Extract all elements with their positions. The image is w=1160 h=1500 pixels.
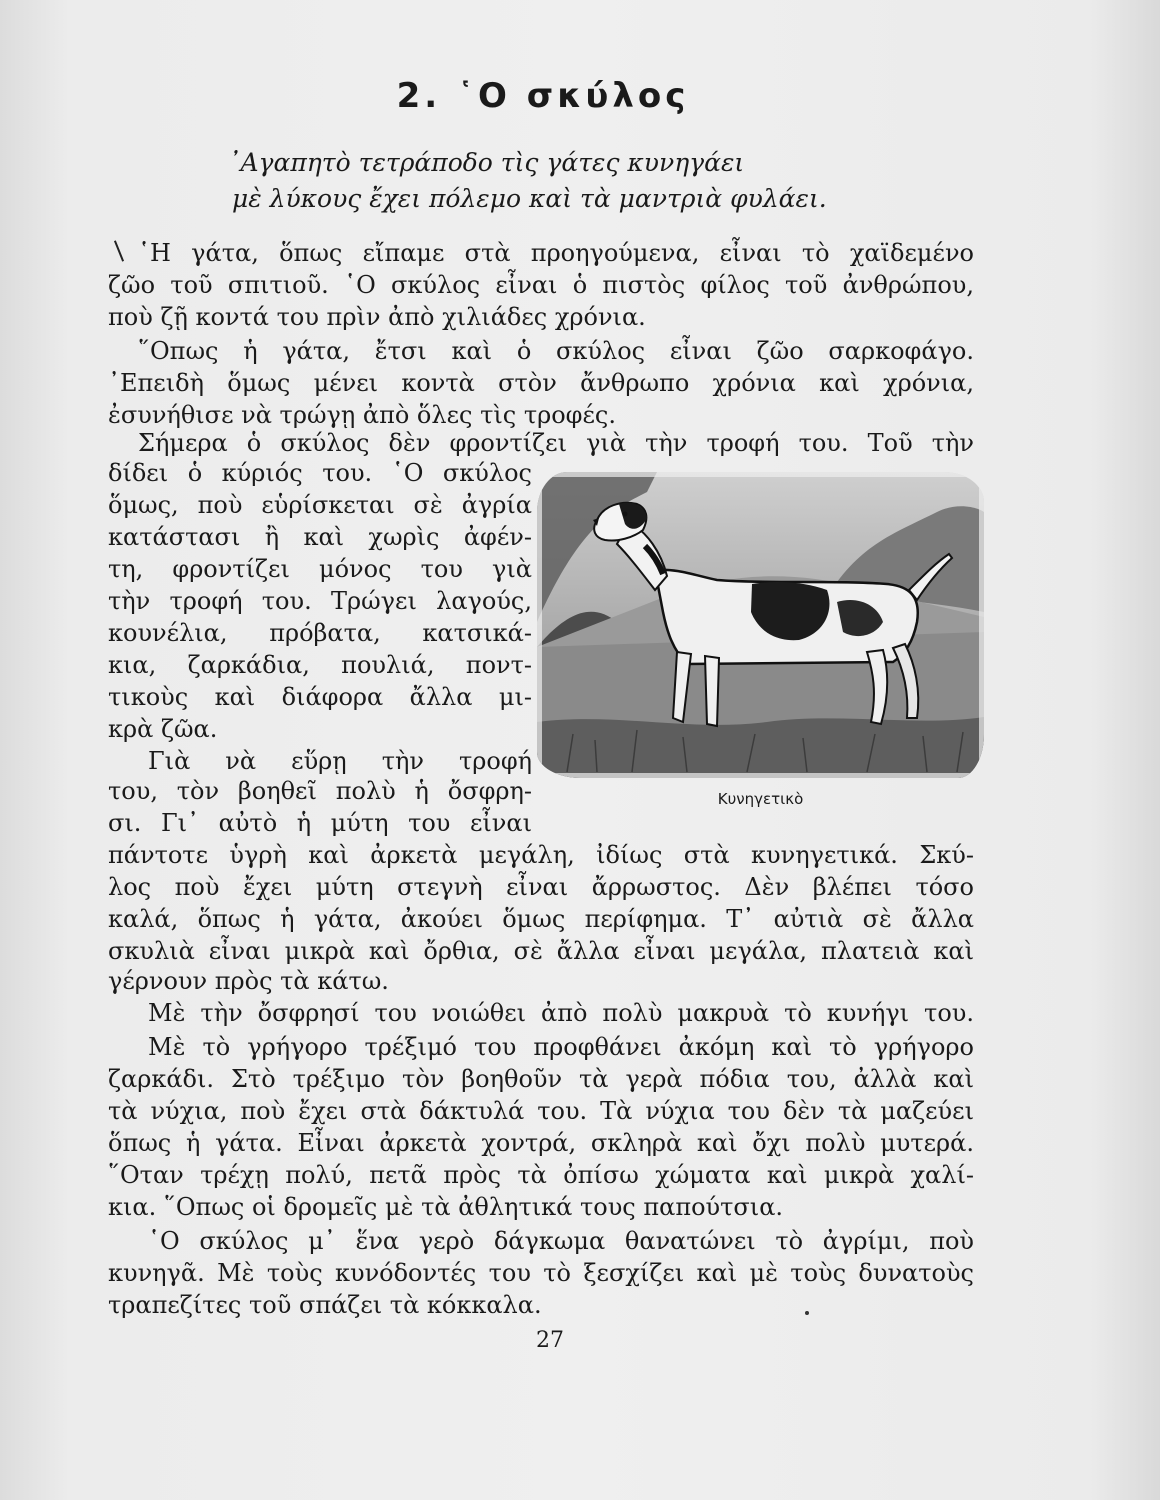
ink-speck <box>805 1311 809 1315</box>
text-line: ῾Η γάτα, ὅπως εἴπαμε στὰ προηγούμενα, εἶναι τὸ χαϊδεμένο <box>138 239 974 267</box>
text-line: ζῶο τοῦ σπιτιοῦ. ῾Ο σκύλος εἶναι ὁ πιστὸς φίλος τοῦ ἀνθρώπου, <box>108 271 974 299</box>
text-line: ῞Οταν τρέχῃ πολύ, πετᾶ πρὸς τὰ ὀπίσω χώματα καὶ μικρὰ χαλί- <box>108 1161 974 1189</box>
text-line: λος ποὺ ἔχει μύτη στεγνὴ εἶναι ἄρρωστος. Δὲν βλέπει τόσο <box>108 873 974 901</box>
chapter-title: 2. ῾Ο σκύλος <box>396 76 690 116</box>
text-line: Μὲ τὸ γρήγορο τρέξιμό του προφθάνει ἀκόμη καὶ τὸ γρήγορο <box>148 1033 974 1061</box>
text-line: τραπεζίτες τοῦ σπάζει τὰ κόκκαλα. <box>108 1291 542 1319</box>
dog-illustration-svg <box>537 472 984 778</box>
text-line: δίδει ὁ κύριός του. ῾Ο σκύλος <box>108 459 532 487</box>
text-line: πάντοτε ὑγρὴ καὶ ἀρκετὰ μεγάλη, ἰδίως στὰ κυνηγετικά. Σκύ- <box>108 841 974 869</box>
text-line: κατάστασι ἢ καὶ χωρὶς ἀφέν- <box>108 523 532 551</box>
text-line: τικοὺς καὶ διάφορα ἄλλα μι- <box>108 683 532 711</box>
text-line: κρὰ ζῶα. <box>108 715 218 743</box>
text-line: ποὺ ζῇ κοντά του πρὶν ἀπὸ χιλιάδες χρόνια. <box>108 303 646 331</box>
motto <box>228 145 827 217</box>
text-line: ζαρκάδι. Στὸ τρέξιμο τὸν βοηθοῦν τὰ γερὰ πόδια του, ἀλλὰ καὶ <box>108 1065 974 1093</box>
text-line: Μὲ τὴν ὄσφρησί του νοιώθει ἀπὸ πολὺ μακρυὰ τὸ κυνήγι του. <box>148 999 974 1027</box>
figure-caption: Κυνηγετικὸ <box>717 790 804 808</box>
text-line: τὴν τροφή του. Τρώγει λαγούς, <box>108 587 532 615</box>
text-line: του, τὸν βοηθεῖ πολὺ ἡ ὄσφρη- <box>108 777 532 805</box>
text-line: ῞Οπως ἡ γάτα, ἔτσι καὶ ὁ σκύλος εἶναι ζῶο σαρκοφάγο. <box>138 337 974 365</box>
text-line: Γιὰ νὰ εὕρῃ τὴν τροφή <box>148 747 532 775</box>
text-line: Σήμερα ὁ σκύλος δὲν φροντίζει γιὰ τὴν τροφή του. Τοῦ τὴν <box>138 429 974 457</box>
motto-line-2: μὲ λύκους ἔχει πόλεμο καὶ τὰ μαντριὰ φυλάει. <box>232 184 827 213</box>
text-line: κια, ζαρκάδια, πουλιά, ποντ- <box>108 651 532 679</box>
text-line: καλά, ὅπως ἡ γάτα, ἀκούει ὅμως περίφημα. Τ᾽ αὐτιὰ σὲ ἄλλα <box>108 905 974 933</box>
text-line: γέρνουν πρὸς τὰ κάτω. <box>108 967 389 995</box>
text-line: τη, φροντίζει μόνος του γιὰ <box>108 555 532 583</box>
text-line: ὅμως, ποὺ εὑρίσκεται σὲ ἀγρία <box>108 491 532 519</box>
text-line: κυνηγᾶ. Μὲ τοὺς κυνόδοντές του τὸ ξεσχίζει καὶ μὲ τοὺς δυνατοὺς <box>108 1259 974 1287</box>
text-line: ῾Ο σκύλος μ᾽ ἕνα γερὸ δάγκωμα θανατώνει τὸ ἀγρίμι, ποὺ <box>148 1227 974 1255</box>
motto-line-1: ᾽Αγαπητὸ τετράποδο τὶς γάτες κυνηγάει <box>228 148 745 177</box>
dog-illustration <box>537 472 984 778</box>
text-line: τὰ νύχια, ποὺ ἔχει στὰ δάκτυλά του. Τὰ νύχια του δὲν τὰ μαζεύει <box>108 1097 974 1125</box>
page-number: 27 <box>536 1328 564 1353</box>
text-line: ᾽Επειδὴ ὅμως μένει κοντὰ στὸν ἄνθρωπο χρόνια καὶ χρόνια, <box>108 369 974 397</box>
text-line: σκυλιὰ εἶναι μικρὰ καὶ ὄρθια, σὲ ἄλλα εἶναι μεγάλα, πλατειὰ καὶ <box>108 937 974 965</box>
pencil-mark <box>114 240 124 261</box>
text-line: ἐσυνήθισε νὰ τρώγῃ ἀπὸ ὅλες τὶς τροφές. <box>108 401 616 429</box>
text-line: κια. ῞Οπως οἱ δρομεῖς μὲ τὰ ἀθλητικά τους παπούτσια. <box>108 1193 784 1221</box>
grass-foreground <box>537 717 984 778</box>
text-line: κουνέλια, πρόβατα, κατσικά- <box>108 619 532 647</box>
text-line: ὅπως ἡ γάτα. Εἶναι ἀρκετὰ χοντρά, σκληρὰ καὶ ὄχι πολὺ μυτερά. <box>108 1129 974 1157</box>
text-line: σι. Γι᾽ αὐτὸ ἡ μύτη του εἶναι <box>108 809 532 837</box>
